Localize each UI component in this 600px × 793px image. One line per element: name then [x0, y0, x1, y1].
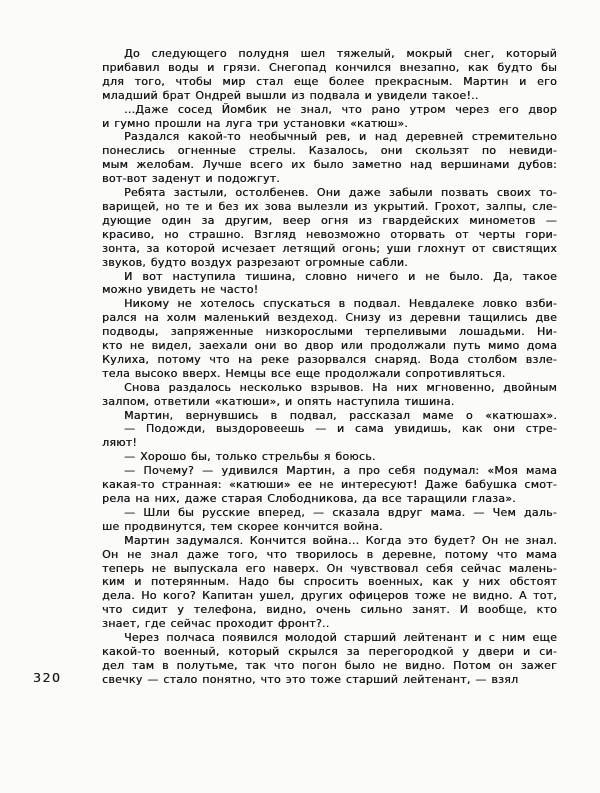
text-line: дующие один за другим, веер огня из гвардейских минометов —: [102, 213, 557, 227]
text-line: Никому не хотелось спускаться в подвал. Невдалеке ловко взби-: [124, 297, 557, 311]
text-line: и гумно прошли на луга три установки «катюш».: [102, 116, 409, 130]
text-line: какая-то странная: «катюши» ее не интересуют! Даже бабушка смот-: [102, 478, 557, 492]
text-line: Мартин, вернувшись в подвал, рассказал маме о «катюшах».: [124, 408, 557, 422]
paragraph: [102, 464, 557, 506]
paragraph: [102, 534, 557, 631]
paragraph: [102, 422, 557, 450]
text-line: младший брат Ондрей вышли из подвала и увидели такое!..: [102, 88, 479, 102]
paragraph: [102, 297, 557, 380]
paragraph: [102, 631, 557, 687]
paragraph: [102, 409, 557, 423]
text-line: Кулиха, потому что на реке разорвался снаряд. Вода столбом взле-: [102, 352, 557, 366]
page-number: 320: [33, 670, 62, 685]
paragraph: [102, 186, 557, 269]
text-line: что сидит у телефона, видно, очень сильно занят. И вообще, кто: [102, 603, 557, 617]
text-line: мым желобам. Лучше всего их было заметно над вершинами дубов:: [102, 158, 557, 172]
text-line: ...Даже сосед Йомбик не знал, что рано утром через его двор: [124, 102, 557, 116]
text-line: прибавил воды и грязи. Снегопад кончился внезапно, как будто бы: [102, 60, 557, 74]
text-line: понеслись огненные стрелы. Казалось, они скользят по невиди-: [102, 144, 557, 158]
text-line: До следующего полудня шел тяжелый, мокрый снег, который: [124, 47, 557, 60]
text-line: тела высоко вверх. Немцы все еще продолжали сопротивляться.: [102, 366, 506, 380]
text-line: дел там в полутьме, так что погон было не видно. Потом он зажег: [102, 658, 557, 672]
text-line: кто не видел, заехали они во двор или продолжали путь мимо дома: [102, 339, 557, 353]
text-line: теперь не выпускала его наверх. Он чувствовал себя сейчас малень-: [102, 561, 557, 575]
paragraph: [102, 506, 557, 534]
text-line: — Подожди, выздоровеешь — и сама увидишь, как они стре-: [124, 422, 557, 436]
text-line: варищей, но те и без их зова вылезли из укрытий. Грохот, залпы, сле-: [102, 199, 557, 213]
text-line: можно увидеть не часто!: [102, 283, 259, 297]
text-line: — Почему? — удивился Мартин, а про себя подумал: «Моя мама: [124, 464, 557, 478]
text-line: рела на них, даже старая Слободникова, да все таращили глаза».: [102, 492, 516, 505]
text-line: свечку — стало понятно, что это тоже старший лейтенант, — взял: [102, 672, 519, 686]
text-line: — Хорошо бы, только стрельбы я боюсь.: [124, 450, 376, 464]
text-line: ким и потерянным. Надо бы спросить военных, как у них обстоят: [102, 575, 557, 589]
text-line: — Шли бы русские вперед, — сказала вдруг мама. — Чем даль-: [124, 505, 557, 519]
paragraph: [102, 103, 557, 131]
text-line: рался на холм маленький вездеход. Снизу из деревни тащились две: [102, 311, 557, 325]
text-line: Раздался какой-то необычный рев, и над деревней стремительно: [124, 130, 557, 144]
paragraph: [102, 381, 557, 409]
text-line: дела. Но кого? Капитан ушел, других офицеров тоже не видно. А тот,: [102, 589, 557, 603]
text-line: звуков, будто воздух разрезают огромные сабли.: [102, 255, 408, 269]
paragraph: [102, 270, 557, 298]
text-line: зонта, за которой исчезает летящий огонь; уши глохнут от свистящих: [102, 241, 557, 255]
text-line: Через полчаса появился молодой старший лейтенант и с ним еще: [124, 631, 557, 645]
text-line: для того, чтобы мир стал еще более прекрасным. Мартин и его: [102, 74, 557, 88]
text-line: Мартин задумался. Кончится война... Когда это будет? Он не знал.: [124, 533, 557, 547]
paragraph: [102, 47, 557, 103]
text-block: [102, 47, 557, 687]
text-line: залпом, ответили «катюши», и опять наступила тишина.: [102, 394, 455, 408]
text-line: Снова раздалось несколько взрывов. На них мгновенно, двойным: [124, 380, 557, 394]
text-line: знает, где сейчас проходит фронт?..: [102, 617, 330, 631]
text-line: ляют!: [102, 436, 137, 450]
text-line: подводы, запряженные низкорослыми терпеливыми лошадьми. Ни-: [102, 325, 557, 339]
paragraph: [102, 130, 557, 186]
text-line: ше продвинутся, тем скорее кончится война.: [102, 519, 383, 533]
text-line: Ребята застыли, остолбенев. Они даже забыли позвать своих то-: [124, 186, 557, 200]
text-line: какой-то военный, который скрылся за перегородкой у двери и си-: [102, 644, 557, 658]
paragraph: [102, 450, 557, 464]
text-line: Он не знал даже того, что творилось в деревне, потому что мама: [102, 547, 557, 561]
text-line: красиво, но страшно. Взгляд невозможно оторвать от черты гори-: [102, 227, 557, 241]
text-line: И вот наступила тишина, словно ничего и не было. Да, такое: [124, 269, 557, 283]
text-line: вот-вот заденут и подожгут.: [102, 172, 281, 186]
